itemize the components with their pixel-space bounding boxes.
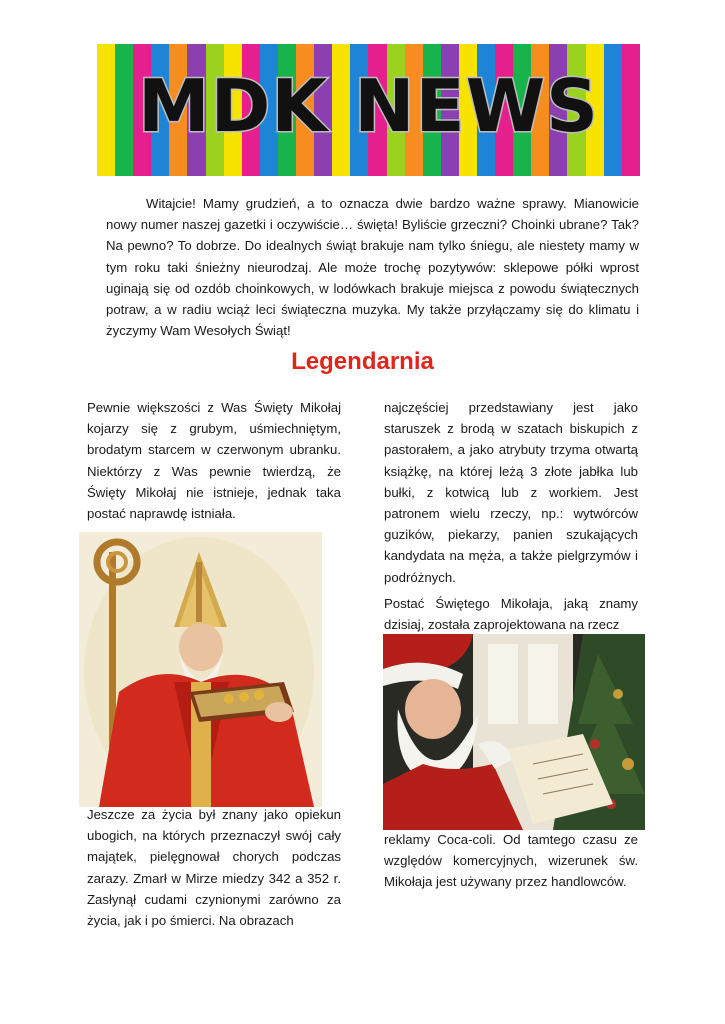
right-paragraph-3: reklamy Coca-coli. Od tamtego czasu ze względów komercyjnych, wizerunek św. Mikołaja jest używany przez handlowców. bbox=[384, 832, 638, 890]
section-title: Legendarnia bbox=[291, 348, 434, 375]
santa-claus-image bbox=[383, 634, 645, 830]
intro-paragraph: Witajcie! Mamy grudzień, a to oznacza dwie bardzo ważne sprawy. Mianowicie nowy numer naszej gazetki i oczywiście… święta! Byliście grzeczni? Choinki ubrane? Tak? Na pewno? To dobrze. Do idealnych świąt brakuje nam tylko śniegu, ale niestety mamy w tym roku taki śnieżny nieurodzaj. Ale może trochę pozytywów: sklepowe półki wprost uginają się od ozdób choinkowych, w lodówkach brakuje miejsca z powodu świątecznych potraw, a w radiu wciąż leci świąteczna muzyka. My także przyłączamy się do klimatu i życzymy Wam Wesołych Świąt! bbox=[106, 196, 639, 339]
left-paragraph-2: Jeszcze za życia był znany jako opiekun ubogich, na których przeznaczył swój cały majątek, pielęgnował chorych podczas zarazy. Zmarł w Mirze miedzy 342 a 352 r. Zasłynął cudami czynionymi zarówno za życia, jak i po śmierci. Na obrazach bbox=[87, 807, 341, 929]
saint-nicholas-bishop-image bbox=[79, 532, 322, 807]
right-paragraph-1: najczęściej przedstawiany jest jako staruszek z brodą w szatach biskupich z pastorałem, a jako atrybuty trzyma otwartą książkę, na której leżą 3 złote jabłka lub bułki, z kotwicą lub z workiem. Jest patronem wielu rzeczy, np.: wytwórców guzików, piekarzy, panien szukających kandydata na męża, a także pielgrzymów i podróżnych. bbox=[384, 400, 638, 585]
masthead-title: MDK NEWS bbox=[138, 64, 599, 148]
left-paragraph-1: Pewnie większości z Was Święty Mikołaj kojarzy się z grubym, uśmiechniętym, brodatym starcem w czerwonym ubranku. Niektórzy z Was pewnie twierdzą, że Święty Mikołaj nie istnieje, jednak taka postać naprawdę istniała. bbox=[87, 400, 341, 522]
masthead-banner bbox=[97, 44, 640, 176]
right-paragraph-2: Postać Świętego Mikołaja, jaką znamy dzisiaj, została zaprojektowana na rzecz bbox=[384, 596, 638, 633]
